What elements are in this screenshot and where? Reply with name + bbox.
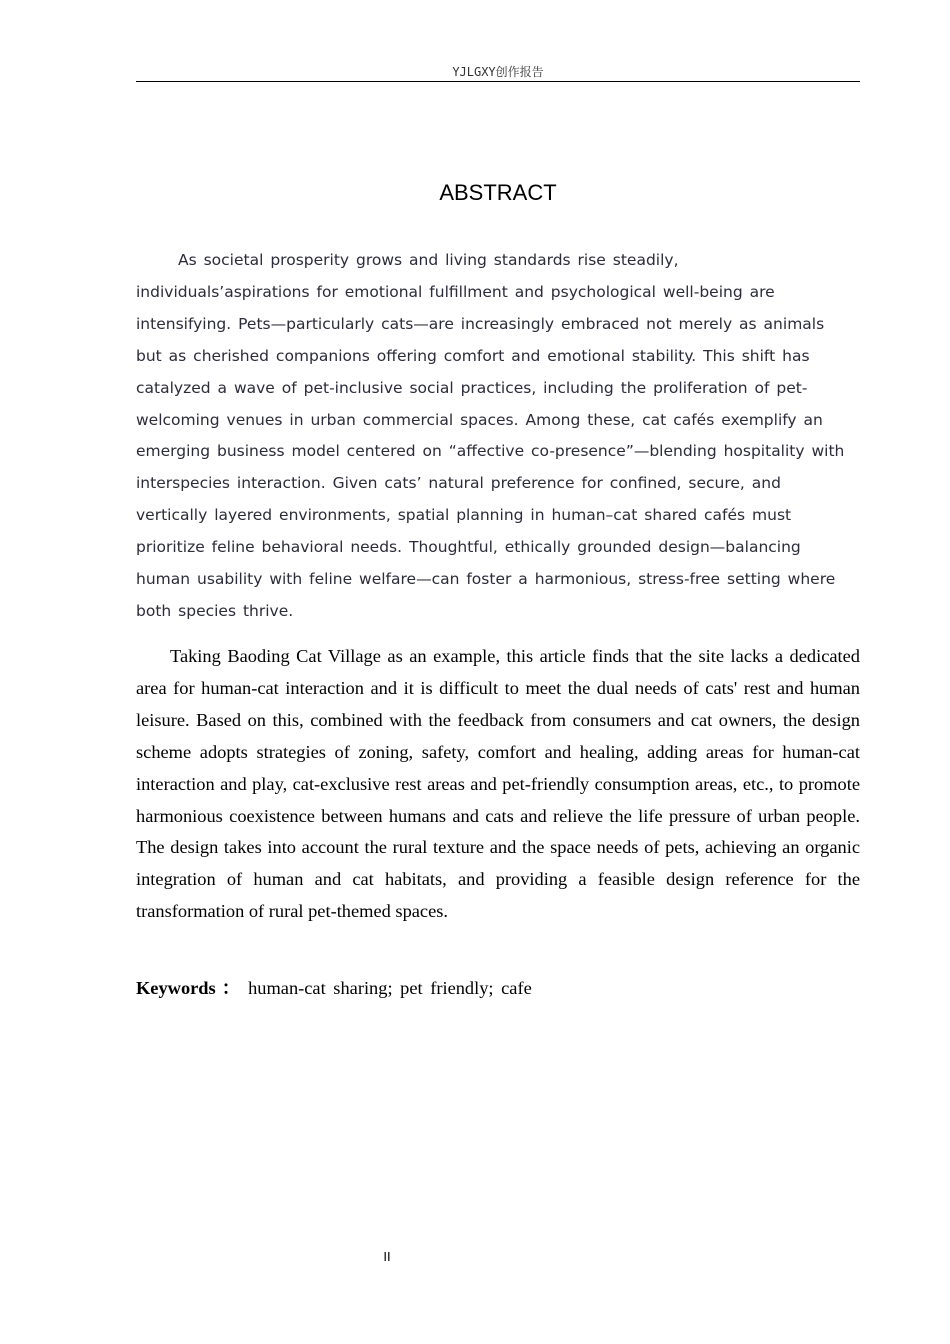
keywords-values: human-cat sharing; pet friendly; cafe <box>248 978 532 998</box>
abstract-paragraph-1: As societal prosperity grows and living standards rise steadily, individuals’aspirations for emotional fulfillment and psychological well-being are intensifying. Pets—particularly cats—are increasingly embraced not merely as animals but as cherished companions offering comfort and emotional stability. This shift has catalyzed a wave of pet-inclusive social practices, including the proliferation of pet-welcoming venues in urban commercial spaces. Among these, cat cafés exemplify an emerging business model centered on “affective co-presence”—blending hospitality with interspecies interaction. Given cats’ natural preference for confined, secure, and vertically layered environments, spatial planning in human–cat shared cafés must prioritize feline behavioral needs. Thoughtful, ethically grounded design—balancing human usability with feline welfare—can foster a harmonious, stress-free setting where both species thrive. <box>136 251 845 620</box>
abstract-paragraph-2: Taking Baoding Cat Village as an example, this article finds that the site lacks a dedicated area for human-cat interaction and it is difficult to meet the dual needs of cats' rest and human leisure. Based on this, combined with the feedback from consumers and cat owners, the design scheme adopts strategies of zoning, safety, comfort and healing, adding areas for human-cat interaction and play, cat-exclusive rest areas and pet-friendly consumption areas, etc., to promote harmonious coexistence between humans and cats and relieve the life pressure of urban people. The design takes into account the rural texture and the space needs of pets, achieving an organic integration of human and cat habitats, and providing a feasible design reference for the transformation of rural pet-themed spaces. <box>136 646 860 922</box>
page-number: II <box>383 1249 391 1264</box>
keywords-line <box>136 973 860 1003</box>
keywords-label: Keywords <box>136 978 216 998</box>
page-header: YJLGXY创作报告 <box>136 64 860 82</box>
keywords-separator: ： <box>221 978 241 998</box>
abstract-title: ABSTRACT <box>439 180 557 205</box>
